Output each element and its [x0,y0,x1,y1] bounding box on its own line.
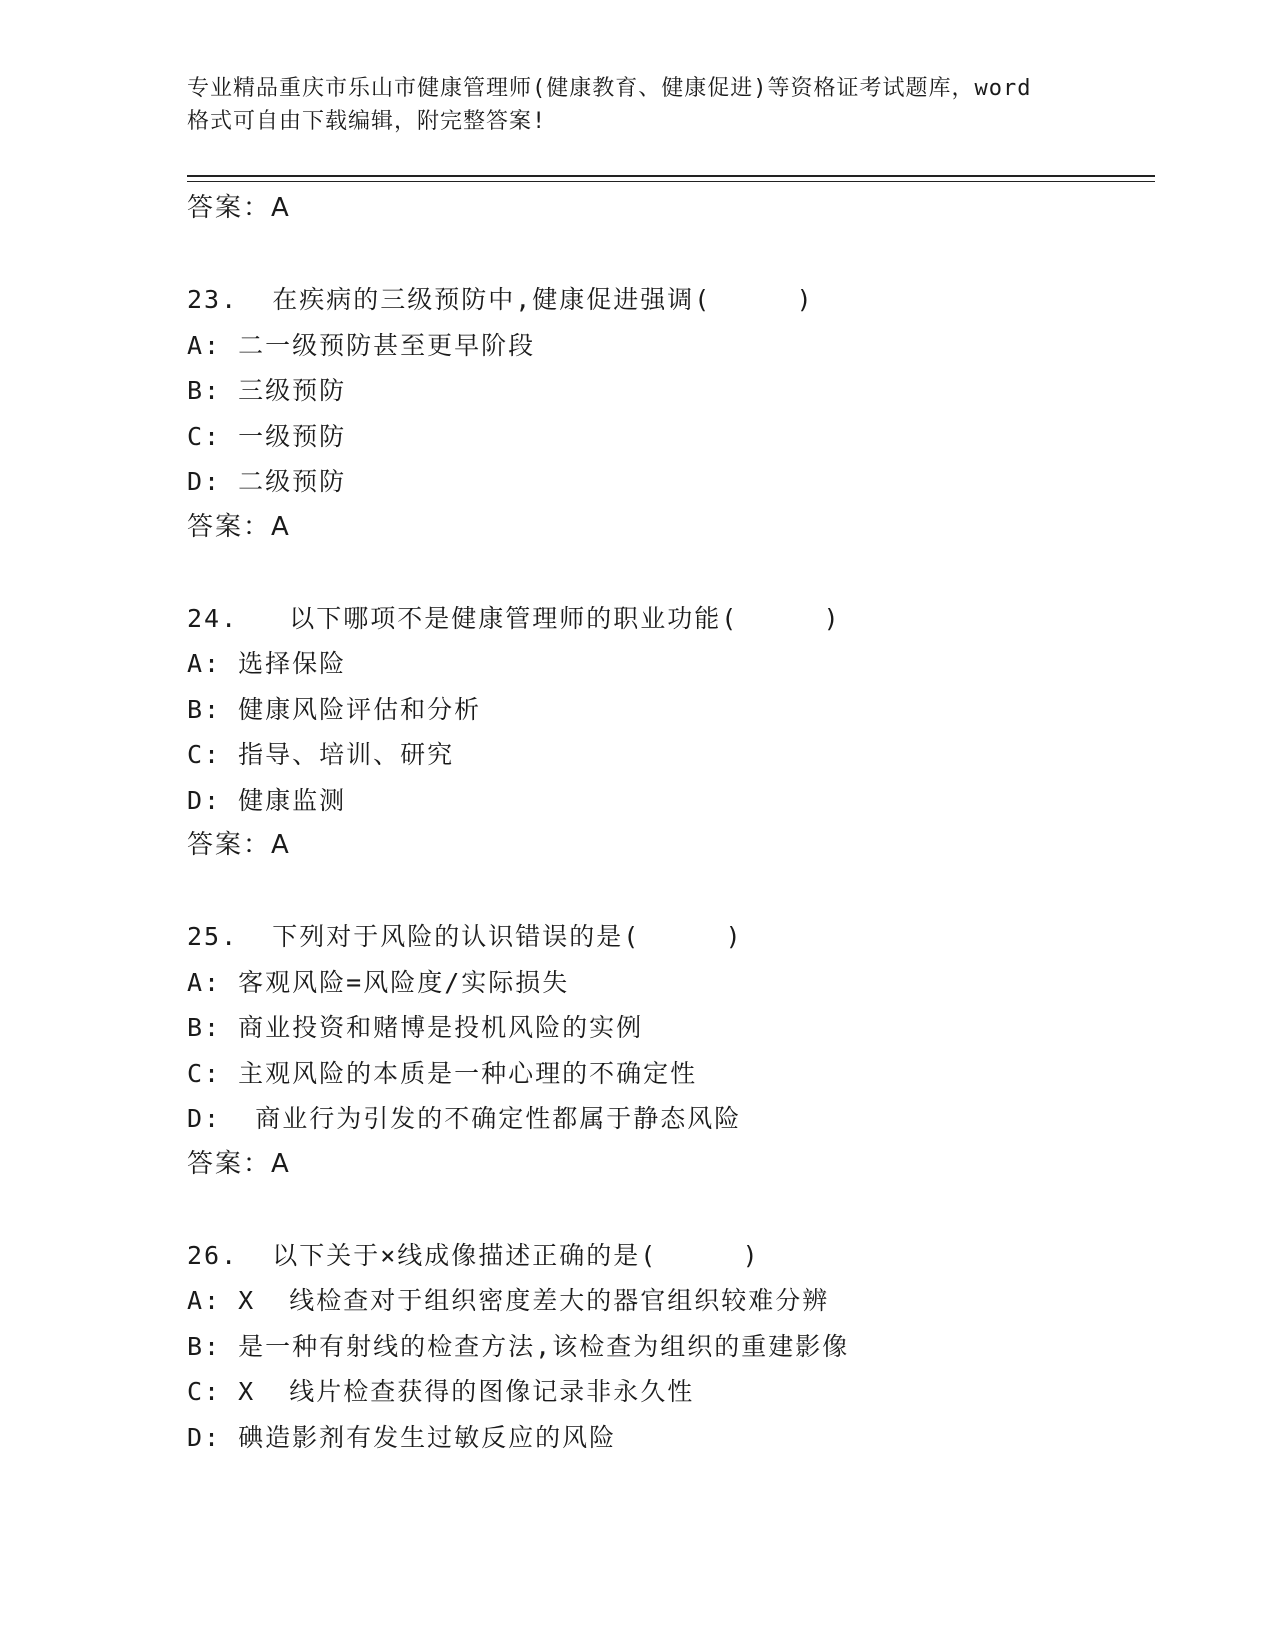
question-25 [187,914,1167,1187]
answer-line: 答案：A [187,193,291,223]
header-line-1: 专业精品重庆市乐山市健康管理师(健康教育、健康促进)等资格证考试题库，word [187,76,1032,101]
question-23 [187,277,1167,550]
option-c: C: X 线片检查获得的图像记录非永久性 [187,1377,695,1406]
option-c: C: 主观风险的本质是一种心理的不确定性 [187,1058,698,1088]
header-divider-thick [187,175,1155,177]
option-d: D: 健康监测 [187,785,347,815]
option-b: B: 健康风险评估和分析 [187,694,482,724]
question-24 [187,596,1167,869]
document-header [187,72,1087,138]
answer-line: 答案：A [187,1148,291,1179]
option-a: A: 选择保险 [187,649,347,678]
header-line-2: 格式可自由下载编辑，附完整答案! [187,109,547,134]
option-d: D: 碘造影剂有发生过敏反应的风险 [187,1422,617,1452]
document-body [187,186,1167,1460]
question-stem: 23. 在疾病的三级预防中,健康促进强调( ) [187,285,814,314]
option-b: B: 商业投资和赌博是投机风险的实例 [187,1013,644,1042]
option-d: D: 商业行为引发的不确定性都属于静态风险 [187,1104,742,1133]
question-26 [187,1233,1167,1461]
option-b: B: 三级预防 [187,376,347,405]
option-a: A: 客观风险=风险度/实际损失 [187,967,570,997]
answer-line: 答案：A [187,830,291,860]
option-d: D: 二级预防 [187,467,347,496]
header-divider-thin [187,181,1155,182]
question-stem: 25. 下列对于风险的认识错误的是( ) [187,922,743,951]
option-c: C: 指导、培训、研究 [187,740,455,769]
answer-line: 答案：A [187,511,291,542]
option-a: A: X 线检查对于组织密度差大的器官组织较难分辨 [187,1286,830,1315]
question-stem: 24. 以下哪项不是健康管理师的职业功能( ) [187,603,841,633]
option-b: B: 是一种有射线的检查方法,该检查为组织的重建影像 [187,1331,850,1361]
option-a: A: 二一级预防甚至更早阶段 [187,330,536,360]
question-stem: 26. 以下关于×线成像描述正确的是( ) [187,1240,760,1270]
option-c: C: 一级预防 [187,421,347,451]
